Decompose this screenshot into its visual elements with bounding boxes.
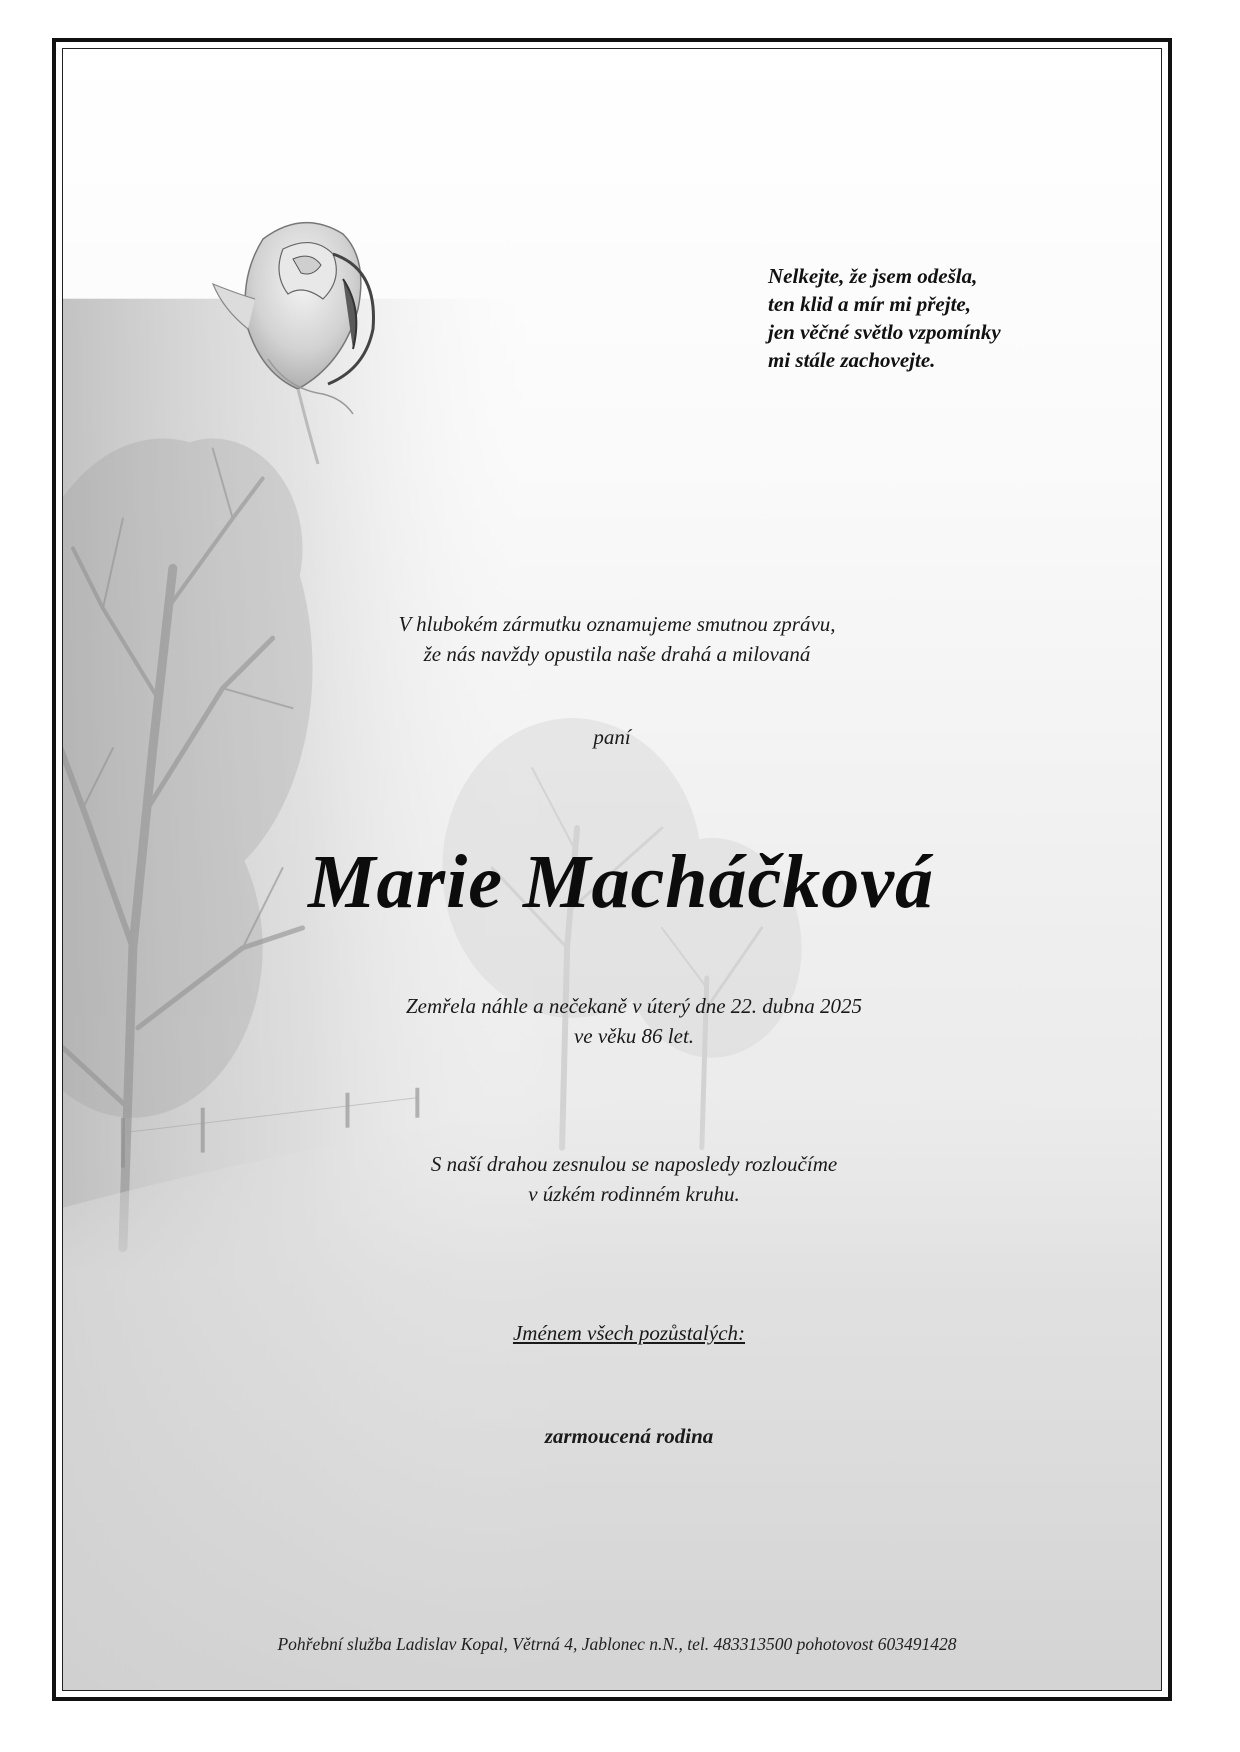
poem [768,262,1098,374]
salutation: paní [593,725,631,749]
farewell-line: S naší drahou zesnulou se naposledy rozloučíme [430,1152,838,1176]
death-line: ve věku 86 let. [573,1024,695,1048]
rose-icon [193,199,413,469]
poem-line: jen věčné světlo vzpomínky [768,320,1001,344]
farewell-notice [63,1149,1161,1209]
deceased-name: Marie Macháčková [307,840,935,924]
intro-line: V hlubokém zármutku oznamujeme smutnou zprávu, [398,612,836,636]
intro-text [63,609,1161,669]
signoff: Jménem všech pozůstalých: [512,1321,746,1345]
obituary-content [63,49,1161,1690]
family-signature: zarmoucená rodina [544,1424,714,1448]
intro-line: že nás navždy opustila naše drahá a milovaná [423,642,811,666]
death-line: Zemřela náhle a nečekaně v úterý dne 22. dubna 2025 [405,994,863,1018]
poem-line: mi stále zachovejte. [768,348,936,372]
inner-border [62,48,1162,1691]
farewell-line: v úzkém rodinném kruhu. [528,1182,740,1206]
funeral-service-footer: Pohřební služba Ladislav Kopal, Větrná 4, Jablonec n.N., tel. 483313500 pohotovost 603491428 [277,1634,957,1654]
death-notice [63,991,1161,1051]
poem-line: ten klid a mír mi přejte, [768,292,971,316]
poem-line: Nelkejte, že jsem odešla, [768,264,978,288]
